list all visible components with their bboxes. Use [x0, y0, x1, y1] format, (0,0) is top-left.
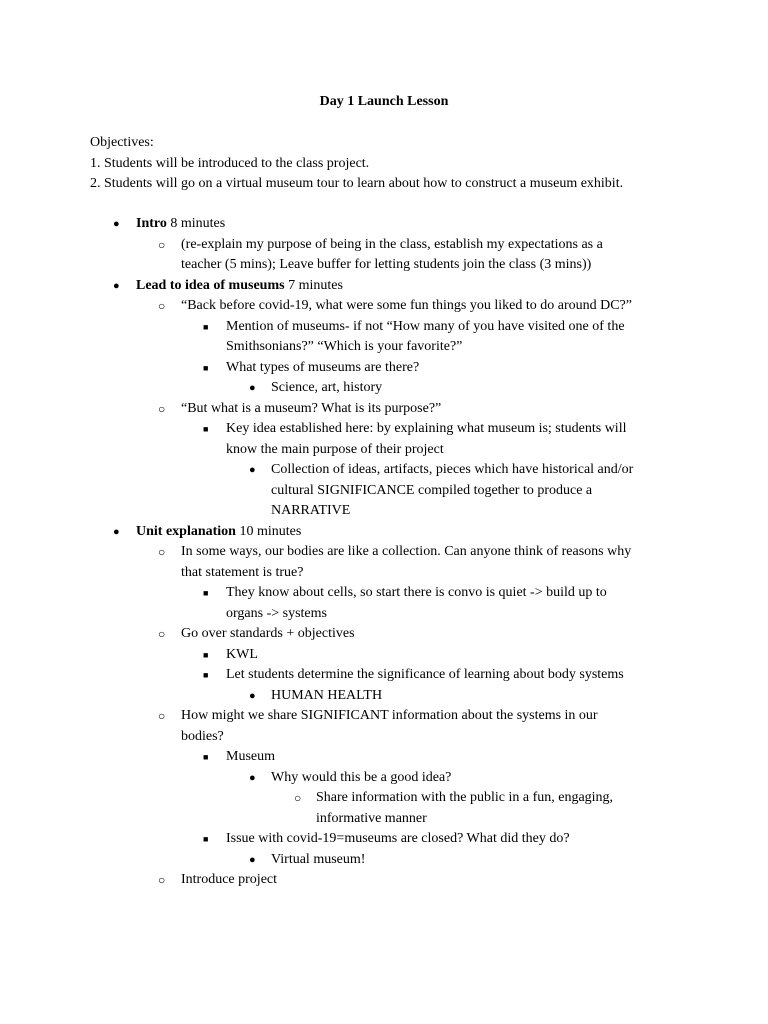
square-bullet-icon: ■	[203, 752, 209, 762]
section-label-unit: Unit explanation	[136, 523, 236, 539]
outline-subitem	[0, 665, 768, 686]
hollow-circle-bullet-icon: ○	[158, 873, 166, 887]
section-time-unit: 10 minutes	[235, 523, 302, 539]
outline-text: HUMAN HEALTH	[271, 687, 383, 703]
filled-circle-bullet-icon: ●	[249, 771, 256, 784]
outline-continuation	[0, 809, 768, 830]
outline-subitem	[0, 358, 768, 379]
objective-item-1: 1. Students will be introduced to the class project.	[90, 155, 370, 171]
outline-text: What types of museums are there?	[226, 359, 420, 375]
filled-circle-bullet-icon: ●	[113, 279, 120, 292]
outline-text: informative manner	[316, 810, 427, 826]
square-bullet-icon: ■	[203, 362, 209, 373]
filled-circle-bullet-icon: ●	[249, 464, 256, 476]
outline-text: In some ways, our bodies are like a collection. Can anyone think of reasons why	[181, 544, 632, 559]
outline-text: Mention of museums- if not “How many of you have visited one of the	[226, 318, 625, 334]
section-label-museums: Lead to idea of museums	[136, 277, 285, 293]
outline-subitem	[0, 378, 768, 399]
outline-continuation	[0, 440, 768, 461]
outline-continuation	[0, 604, 768, 625]
outline-text: that statement is true?	[181, 564, 304, 580]
outline-text: cultural SIGNIFICANCE compiled together to produce a	[271, 482, 593, 498]
section-time-museums: 7 minutes	[284, 277, 343, 293]
outline-item-museums	[0, 276, 768, 297]
outline-subitem	[0, 686, 768, 707]
outline-subitem	[0, 399, 768, 420]
hollow-circle-bullet-icon: ○	[158, 401, 166, 416]
outline-text: (re-explain my purpose of being in the class, establish my expectations as a	[181, 236, 603, 252]
outline-subitem	[0, 768, 768, 789]
outline-subitem	[0, 460, 768, 481]
outline-subitem	[0, 850, 768, 871]
outline-subitem	[0, 645, 768, 666]
hollow-circle-bullet-icon: ○	[294, 791, 302, 805]
square-bullet-icon: ■	[203, 649, 209, 660]
outline-text: Smithsonians?” “Which is your favorite?”	[226, 339, 463, 354]
square-bullet-icon: ■	[203, 834, 209, 844]
square-bullet-icon: ■	[203, 424, 209, 434]
outline-text: know the main purpose of their project	[226, 441, 444, 457]
outline-subitem	[0, 317, 768, 338]
outline-text: Issue with covid-19=museums are closed? What did they do?	[226, 831, 570, 846]
outline-text: teacher (5 mins); Leave buffer for letting students join the class (3 mins))	[181, 257, 592, 272]
outline-text: Introduce project	[181, 872, 278, 887]
outline-text: How might we share SIGNIFICANT information about the systems in our	[181, 708, 598, 723]
hollow-circle-bullet-icon: ○	[158, 709, 166, 723]
outline-subitem	[0, 419, 768, 440]
filled-circle-bullet-icon: ●	[249, 689, 256, 702]
outline-subitem	[0, 747, 768, 768]
outline-continuation	[0, 255, 768, 276]
outline-text: Share information with the public in a fun, engaging,	[316, 790, 614, 805]
outline-continuation	[0, 337, 768, 358]
outline-text: Go over standards + objectives	[181, 626, 355, 641]
outline-text: “But what is a museum? What is its purpose?”	[181, 400, 442, 416]
document-title: Day 1 Launch Lesson	[319, 94, 449, 109]
outline-text: Key idea established here: by explaining what museum is; students will	[226, 421, 627, 436]
section-label-intro: Intro	[136, 216, 167, 231]
outline-subitem	[0, 788, 768, 809]
hollow-circle-bullet-icon: ○	[158, 237, 166, 252]
outline-text: Why would this be a good idea?	[271, 769, 452, 785]
hollow-circle-bullet-icon: ○	[158, 299, 166, 313]
outline-text: bodies?	[181, 728, 224, 744]
section-time-intro: 8 minutes	[166, 216, 226, 231]
outline-subitem	[0, 829, 768, 850]
outline-item-unit	[0, 522, 768, 543]
hollow-circle-bullet-icon: ○	[158, 627, 166, 641]
outline-text: They know about cells, so start there is convo is quiet -> build up to	[226, 585, 607, 600]
outline-text: organs -> systems	[226, 605, 327, 621]
outline-text: Virtual museum!	[271, 851, 366, 867]
outline-subitem	[0, 296, 768, 317]
filled-circle-bullet-icon: ●	[113, 525, 120, 538]
filled-circle-bullet-icon: ●	[249, 853, 256, 866]
outline-item-intro	[0, 214, 768, 235]
outline-continuation	[0, 727, 768, 748]
square-bullet-icon: ■	[203, 588, 209, 598]
outline-text: NARRATIVE	[271, 503, 351, 518]
outline-text: Let students determine the significance of learning about body systems	[226, 667, 624, 682]
outline-subitem	[0, 542, 768, 563]
outline-text: Museum	[226, 749, 275, 764]
objectives-section	[90, 133, 690, 195]
outline-text: Science, art, history	[271, 380, 383, 395]
square-bullet-icon: ■	[203, 670, 209, 680]
outline-continuation	[0, 481, 768, 502]
outline-subitem	[0, 583, 768, 604]
outline-subitem	[0, 706, 768, 727]
square-bullet-icon: ■	[203, 321, 209, 332]
filled-circle-bullet-icon: ●	[113, 218, 120, 230]
filled-circle-bullet-icon: ●	[249, 382, 256, 394]
outline-continuation	[0, 501, 768, 522]
outline-subitem	[0, 624, 768, 645]
outline-text: KWL	[226, 646, 258, 662]
objectives-heading: Objectives:	[90, 135, 154, 150]
outline-text: Collection of ideas, artifacts, pieces which have historical and/or	[271, 462, 634, 477]
outline-subitem	[0, 235, 768, 256]
hollow-circle-bullet-icon: ○	[158, 545, 166, 559]
outline-subitem	[0, 870, 768, 891]
outline-continuation	[0, 563, 768, 584]
objective-item-2: 2. Students will go on a virtual museum tour to learn about how to construct a museum exhibit.	[90, 176, 624, 191]
lesson-outline	[0, 214, 768, 891]
outline-text: “Back before covid-19, what were some fun things you liked to do around DC?”	[181, 298, 632, 313]
